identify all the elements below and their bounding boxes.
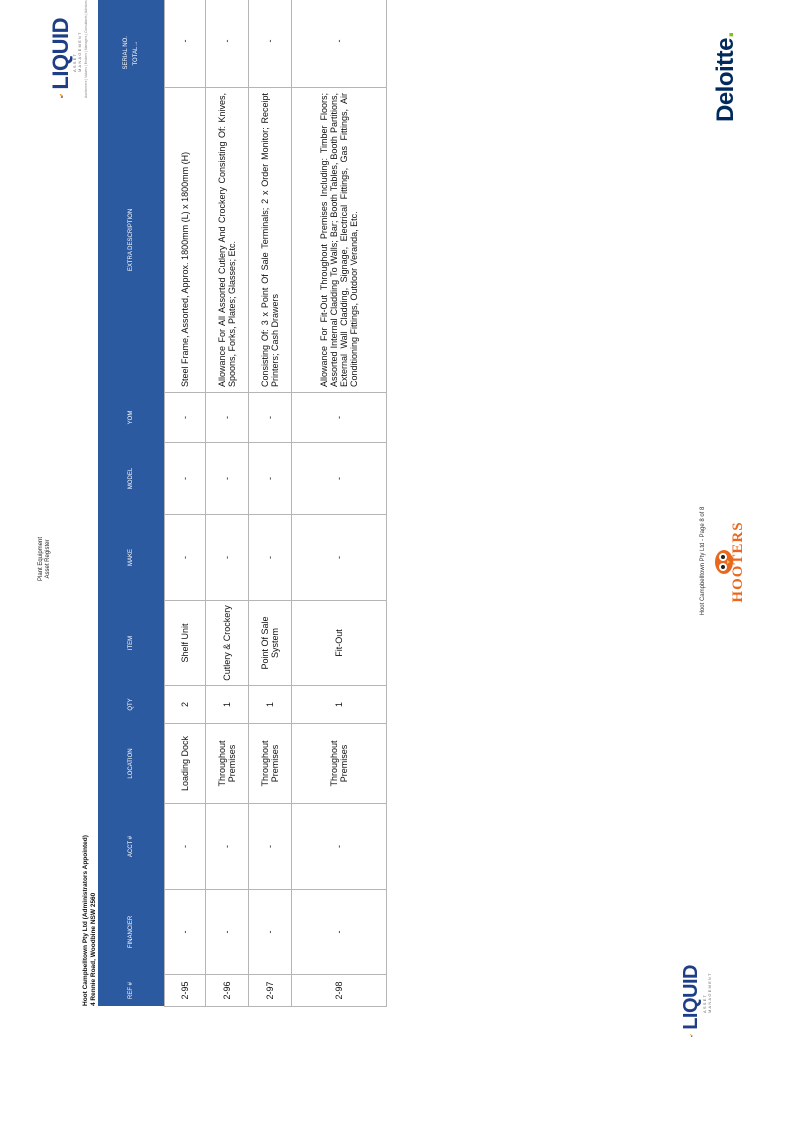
cell-location: Throughout Premises (206, 724, 249, 804)
col-financier: FINANCIER (98, 890, 165, 975)
liquid-logo-bottom (680, 965, 712, 1037)
col-ref: REF # (98, 975, 165, 1007)
col-location: LOCATION (98, 724, 165, 804)
cell-yom: - (206, 393, 249, 443)
cell-make: - (206, 515, 249, 601)
cell-item: Fit-Out (292, 601, 387, 686)
liquid-logo-word: LIQUID (680, 965, 702, 1030)
page-footer: Hoot Campbelltown Pty Ltd - Page 8 of 8 (700, 506, 706, 616)
col-serial (98, 0, 165, 88)
liquid-logo-tagline: Auctioneers | Valuers | Brokers | Managers | Consultants | Advisors (84, 0, 88, 98)
cell-model: - (249, 443, 292, 515)
report-title-line2: Asset Register (45, 539, 51, 579)
col-model: MODEL (98, 443, 165, 515)
cell-location: Loading Dock (165, 724, 206, 804)
cell-acct: - (165, 804, 206, 890)
cell-item: Point Of Sale System (249, 601, 292, 686)
liquid-logo-sub: ASSET MANAGEMENT (702, 972, 712, 1013)
cell-financier: - (206, 890, 249, 975)
cell-acct: - (249, 804, 292, 890)
cell-extra-description: Allowance For Fit-Out Throughout Premises Including: Timber Floors; Assorted Internal Cladding To Walls; Bar; Booth Tables, Booth Partitions, External Wall Cladding, Signage, Electrical Fittings, Gas Fittings, Air Conditioning Fittings, Outdoor Veranda, Etc. (292, 88, 387, 393)
cell-yom: - (165, 393, 206, 443)
cell-ref: 2-96 (206, 975, 249, 1007)
cell-model: - (206, 443, 249, 515)
cell-qty: 1 (249, 686, 292, 724)
cell-yom: - (292, 393, 387, 443)
cell-ref: 2-98 (292, 975, 387, 1007)
cell-make: - (165, 515, 206, 601)
cell-serial: - (206, 0, 249, 88)
report-title-line1: Plant Equipment (38, 536, 44, 582)
cell-yom: - (249, 393, 292, 443)
cell-extra-description: Steel Frame, Assorted, Approx. 1800mm (L) x 1800mm (H) (165, 88, 206, 393)
col-serial-label: SERIAL NO. (123, 36, 129, 70)
col-extra-description: EXTRA DESCRIPTION (98, 88, 165, 393)
col-acct: ACCT # (98, 804, 165, 890)
company-name: Hoot Campbelltown Pty Ltd (Administrators Appointed) (82, 835, 89, 1006)
hooters-logo (712, 507, 752, 617)
company-address: 4 Rennie Road, Woodbine NSW 2560 (90, 892, 97, 1006)
table-row (249, 0, 292, 1007)
cell-qty: 2 (165, 686, 206, 724)
table-row (206, 0, 249, 1007)
col-qty: QTY (98, 686, 165, 724)
table-header-row (98, 0, 165, 1007)
cell-extra-description: Allowance For All Assorted Cutlery And Crockery Consisting Of: Knives, Spoons, Forks, Plates; Glasses; Etc. (206, 88, 249, 393)
col-item: ITEM (98, 601, 165, 686)
table-row (292, 0, 387, 1007)
liquid-logo-word: LIQUID (48, 18, 73, 90)
cell-make: - (249, 515, 292, 601)
cell-acct: - (206, 804, 249, 890)
cell-location: Throughout Premises (292, 724, 387, 804)
cell-location: Throughout Premises (249, 724, 292, 804)
total-label: TOTAL→ (133, 40, 139, 66)
cell-serial: - (292, 0, 387, 88)
deloitte-logo-dot: . (712, 31, 739, 38)
cell-item: Shelf Unit (165, 601, 206, 686)
cell-ref: 2-95 (165, 975, 206, 1007)
deloitte-logo (712, 32, 740, 122)
liquid-logo-mark (50, 94, 72, 98)
company-block (82, 835, 98, 1006)
cell-qty: 1 (292, 686, 387, 724)
cell-model: - (292, 443, 387, 515)
col-make: MAKE (98, 515, 165, 601)
cell-financier: - (249, 890, 292, 975)
cell-ref: 2-97 (249, 975, 292, 1007)
hooters-logo-word: HOOTERS (730, 521, 746, 603)
table-row (165, 0, 206, 1007)
deloitte-logo-word: Deloitte (712, 37, 739, 122)
cell-make: - (292, 515, 387, 601)
liquid-logo-mark (681, 1034, 701, 1037)
cell-acct: - (292, 804, 387, 890)
cell-item: Cutlery & Crockery (206, 601, 249, 686)
asset-register-table (98, 0, 387, 1007)
cell-financier: - (292, 890, 387, 975)
report-title (38, 494, 52, 624)
cell-serial: - (249, 0, 292, 88)
cell-model: - (165, 443, 206, 515)
cell-extra-description: Consisting Of: 3 x Point Of Sale Terminals; 2 x Order Monitor; Receipt Printers; Cash Drawers (249, 88, 292, 393)
liquid-logo-sub: ASSET MANAGEMENT (72, 31, 82, 72)
cell-serial: - (165, 0, 206, 88)
col-yom: YOM (98, 393, 165, 443)
cell-qty: 1 (206, 686, 249, 724)
liquid-logo-top (48, 0, 88, 98)
cell-financier: - (165, 890, 206, 975)
